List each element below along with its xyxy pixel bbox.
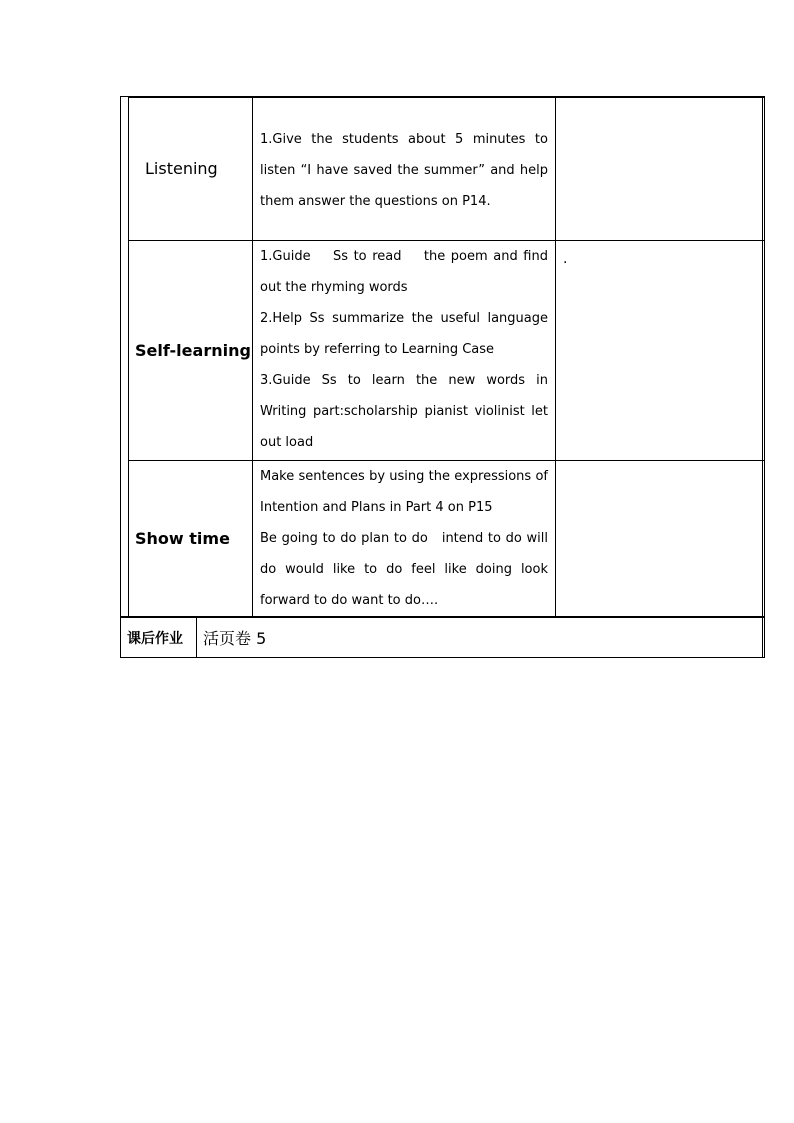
stage-name: Listening (129, 97, 253, 240)
content-paragraph: 3.Guide Ss to learn the new words in Writing part:scholarship pianist violinist let out load (260, 372, 548, 450)
stage-note (556, 97, 765, 240)
content-paragraph: 1.Guide Ss to read the poem and find out the rhyming words (260, 248, 548, 295)
stage-content (253, 97, 556, 240)
table-row (129, 460, 765, 617)
content-paragraph: Make sentences by using the expressions of Intention and Plans in Part 4 on P15 (260, 468, 548, 515)
homework-label: 课后作业 (121, 617, 197, 658)
stage-name: Show time (129, 460, 253, 617)
homework-table (120, 616, 765, 658)
stage-content (253, 460, 556, 617)
content-paragraph: Be going to do plan to do intend to do will do would like to do feel like doing look forward to do want to do…. (260, 530, 548, 608)
stage-note: . (556, 240, 765, 460)
stage-note (556, 460, 765, 617)
homework-row (121, 617, 765, 658)
content-paragraph: 2.Help Ss summarize the useful language points by referring to Learning Case (260, 310, 548, 357)
table-row (129, 240, 765, 460)
stage-name: Self-learning (129, 240, 253, 460)
homework-value: 活页卷 5 (197, 617, 765, 658)
table-row (129, 97, 765, 240)
lesson-steps-table (128, 96, 765, 618)
content-paragraph: 1.Give the students about 5 minutes to listen “I have saved the summer” and help them answer the questions on P14. (260, 131, 548, 209)
stage-content (253, 240, 556, 460)
